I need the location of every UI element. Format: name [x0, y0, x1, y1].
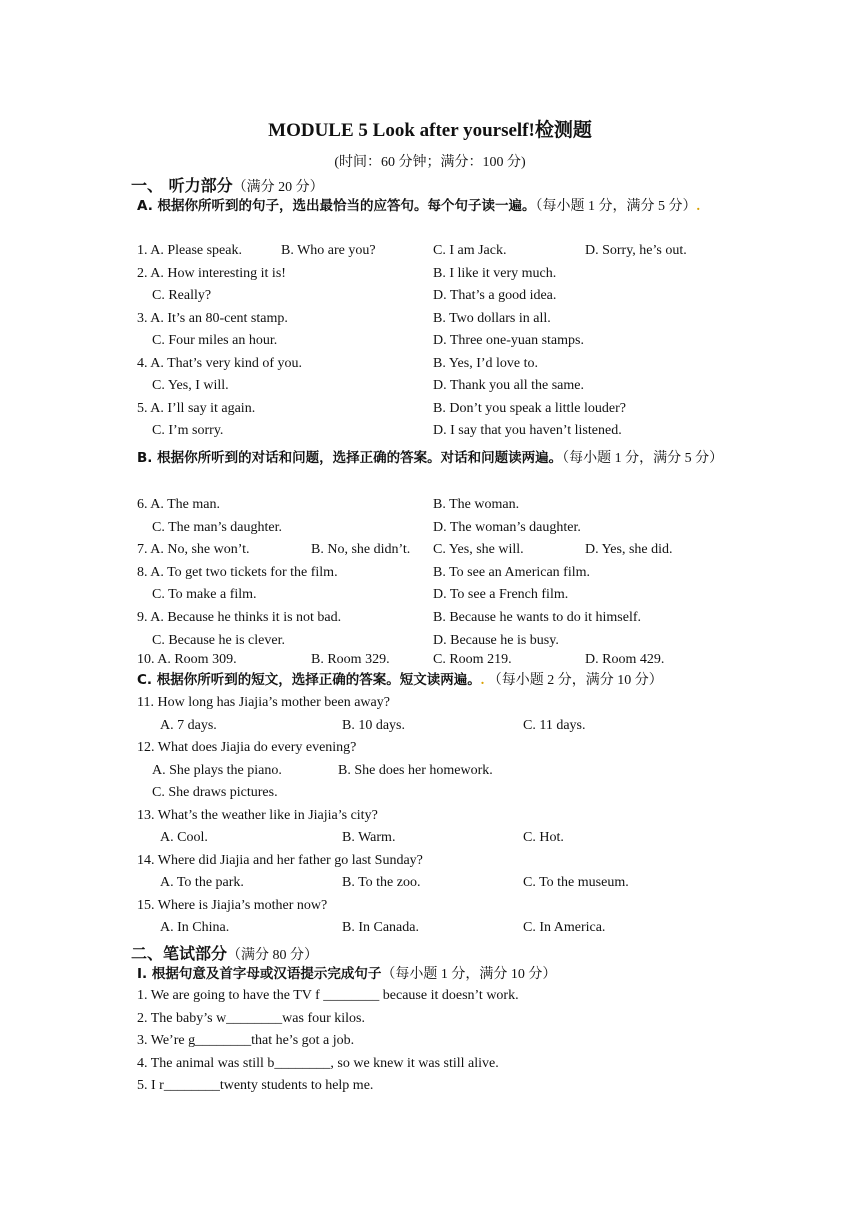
section-b-instructions — [137, 447, 737, 470]
question-line: 7. A. No, she won’t. — [137, 542, 250, 557]
question-line: B. To see an American film. — [433, 565, 591, 580]
question-line: 3. A. It’s an 80-cent stamp. — [137, 311, 288, 326]
question-line: B. 10 days. — [342, 718, 405, 733]
question-line: C. Four miles an hour. — [152, 333, 278, 348]
section-i-bold: Ⅰ. 根据句意及首字母或汉语提示完成句子 — [137, 966, 382, 982]
question-line: 11. How long has Jiajia’s mother been away? — [137, 695, 390, 710]
question-line: C. Room 219. — [433, 652, 512, 667]
section-c-note: （每小题 2 分，满分 10 分） — [487, 673, 663, 688]
question-line: 4. A. That’s very kind of you. — [137, 356, 303, 371]
question-line: B. Yes, I’d love to. — [433, 356, 539, 371]
question-line: 5. I r________twenty students to help me. — [137, 1078, 374, 1093]
section-a-instructions — [137, 195, 737, 218]
question-line: B. The woman. — [433, 497, 520, 512]
question-line: C. Yes, I will. — [152, 378, 229, 393]
question-line: C. The man’s daughter. — [152, 520, 282, 535]
question-line: C. Really? — [152, 288, 212, 303]
part2-heading-text: 二、笔试部分 — [131, 944, 228, 963]
question-line: B. To the zoo. — [342, 875, 421, 890]
section-b-bold: B. 根据你所听到的对话和问题，选择正确的答案。对话和问题读两遍。 — [137, 450, 563, 466]
question-line: 15. Where is Jiajia’s mother now? — [137, 898, 328, 913]
question-line: 1. A. Please speak. — [137, 243, 242, 258]
question-line: B. Warm. — [342, 830, 396, 845]
question-line: B. Don’t you speak a little louder? — [433, 401, 626, 416]
question-line: B. I like it very much. — [433, 266, 557, 281]
question-line: C. She draws pictures. — [152, 785, 278, 800]
question-line: 14. Where did Jiajia and her father go last Sunday? — [137, 853, 423, 868]
question-line: C. Yes, she will. — [433, 542, 524, 557]
question-line: B. Two dollars in all. — [433, 311, 551, 326]
question-line: B. Room 329. — [311, 652, 390, 667]
part1-note: （满分 20 分） — [232, 180, 324, 195]
question-line: A. In China. — [160, 920, 230, 935]
question-line: B. Because he wants to do it himself. — [433, 610, 642, 625]
question-line: D. The woman’s daughter. — [433, 520, 581, 535]
question-line: C. To make a film. — [152, 587, 257, 602]
question-line: A. Cool. — [160, 830, 208, 845]
question-line: B. In Canada. — [342, 920, 419, 935]
part1-heading — [131, 173, 324, 196]
mark-dot: . — [480, 673, 488, 688]
section-b-note: （每小题 1 分，满分 5 分） — [562, 451, 724, 466]
question-line: 2. A. How interesting it is! — [137, 266, 286, 281]
part1-heading-text: 一、 听力部分 — [131, 176, 233, 195]
question-line: D. Three one-yuan stamps. — [433, 333, 584, 348]
section-i-instructions — [137, 963, 737, 986]
page-title: MODULE 5 Look after yourself!检测题 — [268, 120, 592, 141]
part2-heading — [131, 941, 318, 964]
question-line: A. 7 days. — [160, 718, 217, 733]
page-subtitle: (时间：60 分钟；满分：100 分) — [334, 155, 526, 170]
question-line: B. No, she didn’t. — [311, 542, 411, 557]
question-line: D. Sorry, he’s out. — [585, 243, 687, 258]
question-line: 13. What’s the weather like in Jiajia’s city? — [137, 808, 378, 823]
question-line: 3. We’re g________that he’s got a job. — [137, 1033, 355, 1048]
question-line: D. Yes, she did. — [585, 542, 673, 557]
mark-dot: . — [696, 199, 701, 214]
question-line: C. 11 days. — [523, 718, 586, 733]
section-c-bold: C. 根据你所听到的短文，选择正确的答案。短文读两遍。 — [137, 672, 481, 688]
question-line: A. To the park. — [160, 875, 244, 890]
question-line: D. That’s a good idea. — [433, 288, 557, 303]
question-line: 2. The baby’s w________was four kilos. — [137, 1011, 365, 1026]
section-i-note: （每小题 1 分，满分 10 分） — [381, 967, 557, 982]
part2-note: （满分 80 分） — [227, 948, 319, 963]
question-line: D. Room 429. — [585, 652, 665, 667]
question-line: 1. We are going to have the TV f ________ because it doesn’t work. — [137, 988, 519, 1003]
question-line: C. I’m sorry. — [152, 423, 224, 438]
question-line: C. I am Jack. — [433, 243, 507, 258]
question-line: B. She does her homework. — [338, 763, 493, 778]
question-line: C. Because he is clever. — [152, 633, 285, 648]
question-line: D. To see a French film. — [433, 587, 569, 602]
question-line: 4. The animal was still b________, so we knew it was still alive. — [137, 1056, 499, 1071]
section-c-instructions — [137, 669, 737, 692]
question-line: 10. A. Room 309. — [137, 652, 237, 667]
question-line: 5. A. I’ll say it again. — [137, 401, 256, 416]
question-line: C. Hot. — [523, 830, 564, 845]
question-line: C. In America. — [523, 920, 606, 935]
question-line: D. Because he is busy. — [433, 633, 559, 648]
question-line: 12. What does Jiajia do every evening? — [137, 740, 357, 755]
section-a-note: （每小题 1 分，满分 5 分） — [535, 199, 697, 214]
question-line: 8. A. To get two tickets for the film. — [137, 565, 338, 580]
question-line: A. She plays the piano. — [152, 763, 282, 778]
question-line: C. To the museum. — [523, 875, 629, 890]
question-line: B. Who are you? — [281, 243, 376, 258]
question-line: 9. A. Because he thinks it is not bad. — [137, 610, 342, 625]
section-a-bold: A. 根据你所听到的句子，选出最恰当的应答句。每个句子读一遍。 — [137, 198, 536, 214]
question-line: D. I say that you haven’t listened. — [433, 423, 622, 438]
question-line: D. Thank you all the same. — [433, 378, 584, 393]
question-line: 6. A. The man. — [137, 497, 220, 512]
